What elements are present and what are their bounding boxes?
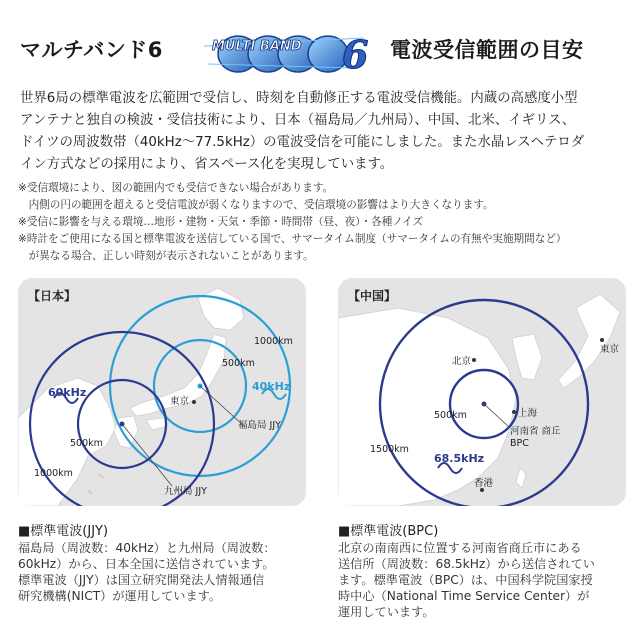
station-bpc-line1: 河南省 商丘: [510, 426, 561, 437]
station-fukushima-label: 福島局 JJY: [238, 420, 281, 431]
shanghai-dot: [512, 410, 516, 414]
land-taiwan: [516, 468, 526, 488]
ring-500-left-label: 500km: [70, 438, 103, 449]
page-title-right: 電波受信範囲の目安: [390, 38, 584, 62]
notes: [18, 180, 634, 265]
caption-line: 運用しています。: [338, 605, 435, 619]
freq-68-label: 68.5kHz: [434, 452, 485, 465]
header: [0, 28, 640, 74]
page-title-left: マルチバンド6: [20, 38, 163, 62]
city-hongkong-label: 香港: [474, 478, 494, 489]
multiband-logo-graphic: [194, 28, 384, 74]
intro-line: イン方式などの採用により、省スペース化を実現しています。: [20, 157, 394, 172]
tokyo-dot: [600, 338, 604, 342]
tokyo-dot: [192, 400, 196, 404]
freq-60-label: 60kHz: [48, 386, 87, 399]
beijing-dot: [472, 358, 476, 362]
caption-china: [338, 524, 634, 620]
station-kyushu-label: 九州局 JJY: [164, 486, 207, 497]
city-tokyo-label: 東京: [170, 396, 190, 407]
logo-text: MULTI BAND: [212, 39, 302, 54]
caption-line: 北京の南南西に位置する河南省商丘市にある: [338, 541, 582, 555]
caption-line: 時中心（National Time Service Center）が: [338, 589, 590, 603]
caption-line: 福島局（周波数：40kHz）と九州局（周波数：: [18, 541, 276, 555]
intro-paragraph: [20, 88, 630, 176]
intro-line: ドイツの周波数帯（40kHz～77.5kHz）の電波受信を可能にしました。また水晶レスヘテロダ: [20, 135, 585, 150]
ring-1500-label: 1500km: [370, 444, 409, 455]
caption-line: 標準電波（JJY）は国立研究開発法人情報通信: [18, 573, 265, 587]
ring-1000-left-label: 1000km: [34, 468, 73, 479]
map-china: [338, 278, 626, 506]
caption-line: 研究機構(NICT）が運用しています。: [18, 589, 222, 603]
logo-numeral: 6: [342, 32, 369, 74]
ring-1000-top-label: 1000km: [254, 336, 293, 347]
map-china-label: 【中国】: [348, 289, 397, 303]
note-line: が異なる場合、正しい時刻が表示されないことがあります。: [18, 250, 314, 262]
land-hokkaido: [198, 288, 244, 330]
map-china-graphic: [338, 278, 626, 506]
multiband-logo: [194, 28, 384, 74]
intro-line: 世界6局の標準電波を広範囲で受信し、時刻を自動修正する電波受信機能。内蔵の高感度小型: [20, 91, 578, 106]
note-line: ※時計をご使用になる国と標準電波を送信している国で、サマータイム制度（サマータイムの有無や実施期間など）: [18, 233, 567, 245]
intro-line: アンテナと独自の検波・受信技術により、日本（福島局／九州局）、中国、北米、イギリス、: [20, 113, 576, 128]
map-japan: [18, 278, 306, 506]
caption-line: 送信所（周波数：68.5kHz）から送信されてい: [338, 557, 595, 571]
ring-500-top-label: 500km: [222, 358, 255, 369]
caption-line: 60kHz）から、日本全国に送信されています。: [18, 557, 275, 571]
land-ryukyu: [88, 474, 104, 494]
land-china: [338, 308, 516, 506]
map-japan-label: 【日本】: [28, 289, 77, 303]
caption-japan-title: ■標準電波(JJY): [18, 524, 109, 539]
station-bpc-line2: BPC: [510, 438, 529, 449]
land-korea: [512, 334, 542, 380]
note-line: ※受信に影響を与える環境…地形・建物・天気・季節・時間帯（昼、夜）・各種ノイズ: [18, 216, 424, 228]
ring-500-label: 500km: [434, 410, 467, 421]
caption-china-title: ■標準電波(BPC): [338, 524, 439, 539]
map-japan-graphic: [18, 278, 306, 506]
note-line: ※受信環境により、図の範囲内でも受信できない場合があります。: [18, 182, 334, 194]
caption-japan: [18, 524, 314, 604]
city-tokyo-label: 東京: [600, 344, 620, 355]
note-line: 内側の円の範囲を超えると受信電波が弱くなりますので、受信環境の影響はより大きくなります。: [18, 199, 494, 211]
city-shanghai-label: 上海: [518, 408, 538, 419]
city-beijing-label: 北京: [452, 356, 472, 367]
freq-40-label: 40kHz: [252, 380, 291, 393]
caption-line: ます。標準電波（BPC）は、中国科学院国家授: [338, 573, 593, 587]
